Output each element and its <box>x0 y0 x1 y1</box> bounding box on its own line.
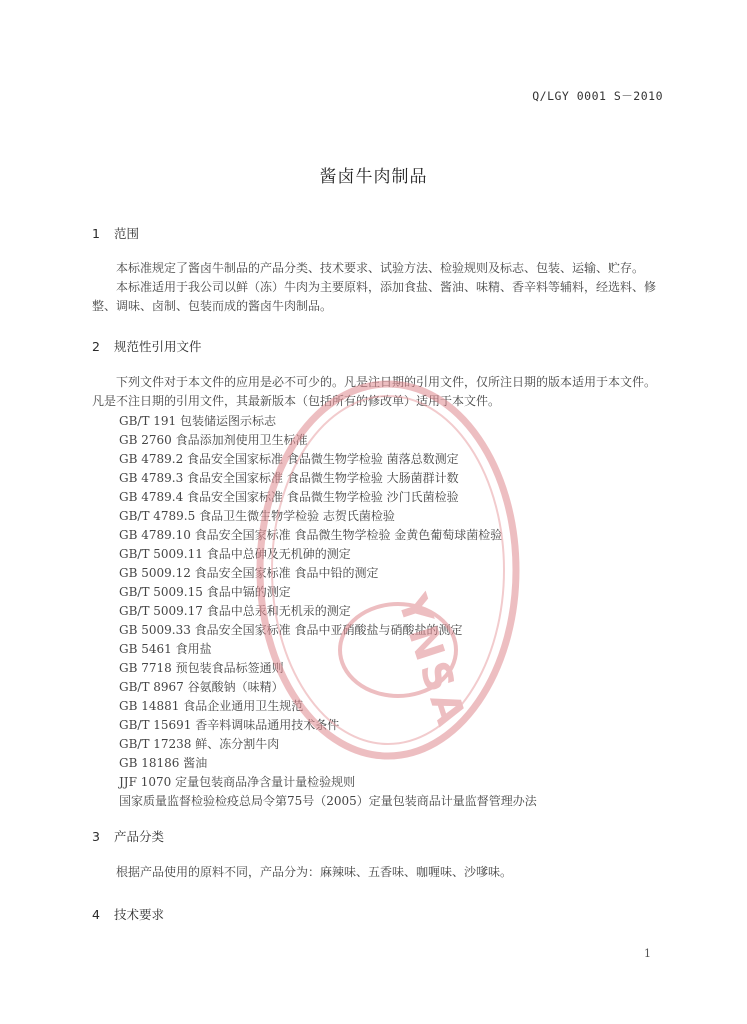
references-intro <box>92 373 667 411</box>
reference-item: 国家质量监督检验检疫总局令第75号（2005）定量包装商品计量监督管理办法 <box>119 794 537 808</box>
section-number: 1 <box>92 226 100 241</box>
reference-item: GB 4789.2 食品安全国家标准 食品微生物学检验 菌落总数测定 <box>119 452 459 466</box>
references-intro-text: 下列文件对于本文件的应用是必不可少的。凡是注日期的引用文件，仅所注日期的版本适用于本文件。凡是不注日期的引用文件，其最新版本（包括所有的修改单）适用于本文件。 <box>92 375 657 408</box>
section-number: 3 <box>92 829 100 844</box>
section-heading-normative-references <box>92 337 202 355</box>
section-heading-classification <box>92 827 164 845</box>
reference-item: GB/T 17238 鲜、冻分割牛肉 <box>119 737 280 751</box>
seal-text: YNSA <box>388 588 475 735</box>
reference-item: GB/T 5009.11 食品中总砷及无机砷的测定 <box>119 547 351 561</box>
section-heading-technical-requirements <box>92 905 164 923</box>
reference-item: GB 18186 酱油 <box>119 756 208 770</box>
reference-list <box>119 412 537 811</box>
reference-item: GB 5009.33 食品安全国家标准 食品中亚硝酸盐与硝酸盐的测定 <box>119 623 463 637</box>
reference-item: GB 4789.3 食品安全国家标准 食品微生物学检验 大肠菌群计数 <box>119 471 459 485</box>
reference-item: GB/T 5009.15 食品中镉的测定 <box>119 585 291 599</box>
section-title: 范围 <box>114 226 140 241</box>
reference-item: GB/T 15691 香辛料调味品通用技术条件 <box>119 718 340 732</box>
reference-item: GB 14881 食品企业通用卫生规范 <box>119 699 304 713</box>
standard-code: Q/LGY 0001 S－2010 <box>532 89 663 103</box>
section-number: 4 <box>92 907 100 922</box>
reference-item: GB 7718 预包装食品标签通则 <box>119 661 284 675</box>
section-title: 规范性引用文件 <box>114 339 202 354</box>
scope-text <box>92 259 667 316</box>
scope-paragraph-2: 本标准适用于我公司以鲜（冻）牛肉为主要原料，添加食盐、酱油、味精、香辛料等辅料，经选料、修整、调味、卤制、包装而成的酱卤牛肉制品。 <box>92 280 657 313</box>
classification-text <box>92 863 667 882</box>
section-heading-scope <box>92 224 139 242</box>
reference-item: GB 5461 食用盐 <box>119 642 212 656</box>
document-title: 酱卤牛肉制品 <box>319 167 428 187</box>
reference-item: GB/T 5009.17 食品中总汞和无机汞的测定 <box>119 604 351 618</box>
page-number: 1 <box>644 947 651 960</box>
reference-item: GB/T 8967 谷氨酸钠（味精） <box>119 680 284 694</box>
reference-item: GB 4789.4 食品安全国家标准 食品微生物学检验 沙门氏菌检验 <box>119 490 459 504</box>
reference-item: GB 5009.12 食品安全国家标准 食品中铅的测定 <box>119 566 379 580</box>
section-title: 产品分类 <box>114 829 165 844</box>
scope-paragraph-1: 本标准规定了酱卤牛制品的产品分类、技术要求、试验方法、检验规则及标志、包装、运输、贮存。 <box>116 261 645 275</box>
section-title: 技术要求 <box>114 907 165 922</box>
reference-item: GB 2760 食品添加剂使用卫生标准 <box>119 433 308 447</box>
reference-item: GB/T 191 包装储运图示标志 <box>119 414 276 428</box>
section-number: 2 <box>92 339 100 354</box>
classification-paragraph: 根据产品使用的原料不同，产品分为：麻辣味、五香味、咖喱味、沙嗲味。 <box>116 865 513 879</box>
reference-item: JJF 1070 定量包装商品净含量计量检验规则 <box>119 775 356 789</box>
reference-item: GB 4789.10 食品安全国家标准 食品微生物学检验 金黄色葡萄球菌检验 <box>119 528 503 542</box>
reference-item: GB/T 4789.5 食品卫生微生物学检验 志贺氏菌检验 <box>119 509 395 523</box>
